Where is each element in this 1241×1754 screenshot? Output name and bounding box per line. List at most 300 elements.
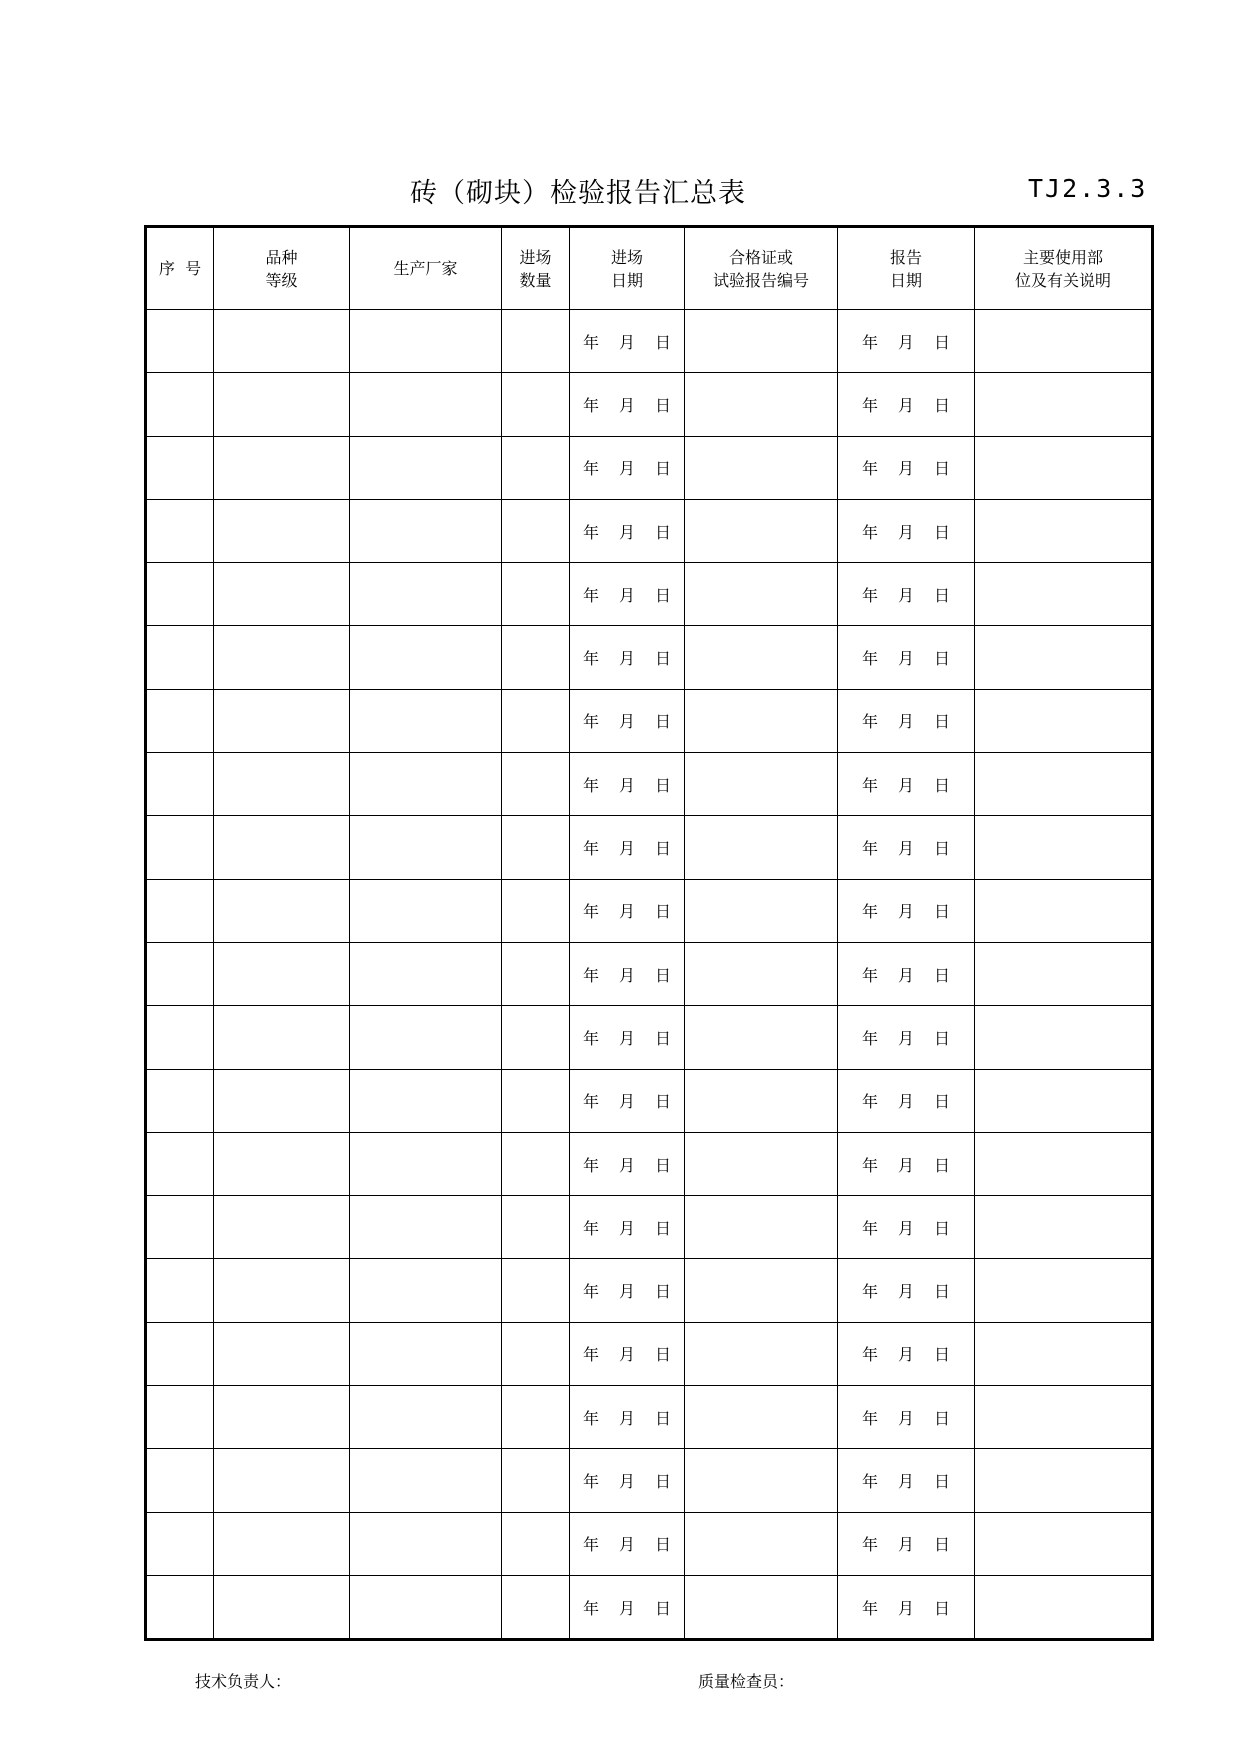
table-row [146,1069,1153,1132]
table-row [146,563,1153,626]
usage-cell[interactable] [975,1449,1153,1512]
column-header-entry_date [570,227,685,310]
cert-no-cell[interactable] [685,373,838,436]
usage-cell[interactable] [975,1512,1153,1575]
entry-date-cell[interactable] [570,1449,685,1512]
date-year-label: 年 [582,1282,599,1302]
date-year-label: 年 [861,459,878,479]
manufacturer-cell[interactable] [350,1575,502,1639]
table-row [146,1512,1153,1575]
date-month-label: 月 [897,902,914,922]
date-month-label: 月 [618,395,635,415]
entry-date-cell[interactable] [570,1322,685,1385]
entry-date-cell[interactable] [570,436,685,499]
table-row [146,1196,1153,1259]
column-header-line: 报告 [889,247,922,267]
report-date-cell[interactable] [838,1449,975,1512]
date-month-label: 月 [618,1218,635,1238]
report-date-cell[interactable] [838,1132,975,1195]
report-date-cell[interactable] [838,753,975,816]
entry-date-cell[interactable] [570,1575,685,1639]
usage-cell[interactable] [975,499,1153,562]
manufacturer-cell[interactable] [350,563,502,626]
variety-cell[interactable] [214,626,350,689]
date-year-label: 年 [861,585,878,605]
column-header-line: 等级 [265,270,298,290]
date-year-label: 年 [582,1345,599,1365]
date-month-label: 月 [618,459,635,479]
date-year-label: 年 [582,332,599,352]
usage-cell[interactable] [975,1069,1153,1132]
entry-date-cell[interactable] [570,499,685,562]
entry-date-cell[interactable] [570,626,685,689]
usage-cell[interactable] [975,1006,1153,1069]
report-date-cell[interactable] [838,689,975,752]
report-date-cell[interactable] [838,373,975,436]
report-date-cell[interactable] [838,1006,975,1069]
manufacturer-cell[interactable] [350,626,502,689]
table-row [146,1259,1153,1322]
date-day-label: 日 [934,712,951,732]
column-header-usage [975,227,1153,310]
table-row [146,436,1153,499]
manufacturer-cell[interactable] [350,373,502,436]
variety-cell[interactable] [214,753,350,816]
date-year-label: 年 [582,395,599,415]
seq-cell[interactable] [146,1259,214,1322]
cert-no-cell[interactable] [685,1259,838,1322]
entry-qty-cell[interactable] [502,373,570,436]
date-year-label: 年 [582,839,599,859]
variety-cell[interactable] [214,563,350,626]
date-month-label: 月 [618,1345,635,1365]
seq-cell[interactable] [146,373,214,436]
cert-no-cell[interactable] [685,626,838,689]
date-month-label: 月 [618,1598,635,1618]
entry-qty-cell[interactable] [502,1006,570,1069]
date-day-label: 日 [934,965,951,985]
entry-date-cell[interactable] [570,689,685,752]
variety-cell[interactable] [214,1196,350,1259]
date-day-label: 日 [655,1471,672,1491]
usage-cell[interactable] [975,1196,1153,1259]
variety-cell[interactable] [214,816,350,879]
manufacturer-cell[interactable] [350,310,502,373]
seq-cell[interactable] [146,689,214,752]
entry-qty-cell[interactable] [502,753,570,816]
entry-qty-cell[interactable] [502,436,570,499]
entry-qty-cell[interactable] [502,816,570,879]
date-year-label: 年 [861,1345,878,1365]
usage-cell[interactable] [975,753,1153,816]
entry-qty-cell[interactable] [502,879,570,942]
variety-cell[interactable] [214,1322,350,1385]
entry-qty-cell[interactable] [502,1132,570,1195]
date-year-label: 年 [582,1028,599,1048]
report-date-cell[interactable] [838,563,975,626]
usage-cell[interactable] [975,373,1153,436]
date-year-label: 年 [582,1218,599,1238]
date-month-label: 月 [897,332,914,352]
table-body [146,310,1153,1640]
report-date-cell[interactable] [838,942,975,1005]
entry-date-cell[interactable] [570,1196,685,1259]
date-month-label: 月 [897,1471,914,1491]
report-date-cell[interactable] [838,816,975,879]
cert-no-cell[interactable] [685,563,838,626]
variety-cell[interactable] [214,879,350,942]
date-day-label: 日 [655,712,672,732]
seq-cell[interactable] [146,310,214,373]
seq-cell[interactable] [146,499,214,562]
manufacturer-cell[interactable] [350,879,502,942]
date-month-label: 月 [618,1028,635,1048]
report-date-cell[interactable] [838,1322,975,1385]
date-month-label: 月 [897,1155,914,1175]
date-year-label: 年 [861,1408,878,1428]
table-row [146,879,1153,942]
manufacturer-cell[interactable] [350,753,502,816]
seq-cell[interactable] [146,1386,214,1449]
date-year-label: 年 [582,522,599,542]
date-day-label: 日 [655,1282,672,1302]
date-day-label: 日 [655,1598,672,1618]
date-year-label: 年 [582,585,599,605]
variety-cell[interactable] [214,1069,350,1132]
report-date-cell[interactable] [838,626,975,689]
usage-cell[interactable] [975,1132,1153,1195]
date-day-label: 日 [655,839,672,859]
entry-date-cell[interactable] [570,1132,685,1195]
cert-no-cell[interactable] [685,1449,838,1512]
entry-date-cell[interactable] [570,816,685,879]
date-day-label: 日 [934,1535,951,1555]
date-month-label: 月 [897,1408,914,1428]
date-month-label: 月 [897,839,914,859]
tech-lead-signature-label: 技术负责人： [195,1672,292,1691]
usage-cell[interactable] [975,563,1153,626]
usage-cell[interactable] [975,436,1153,499]
date-month-label: 月 [618,585,635,605]
usage-cell[interactable] [975,1386,1153,1449]
usage-cell[interactable] [975,879,1153,942]
date-year-label: 年 [582,965,599,985]
seq-cell[interactable] [146,1196,214,1259]
date-year-label: 年 [582,459,599,479]
date-day-label: 日 [934,585,951,605]
entry-qty-cell[interactable] [502,626,570,689]
variety-cell[interactable] [214,1006,350,1069]
document-title: 砖（砌块）检验报告汇总表 [410,178,746,209]
table-row [146,626,1153,689]
manufacturer-cell[interactable] [350,1196,502,1259]
table-row [146,1449,1153,1512]
manufacturer-cell[interactable] [350,1322,502,1385]
cert-no-cell[interactable] [685,1386,838,1449]
qc-inspector-signature-label: 质量检查员： [698,1672,795,1691]
date-year-label: 年 [582,1408,599,1428]
date-year-label: 年 [861,395,878,415]
date-day-label: 日 [655,1028,672,1048]
variety-cell[interactable] [214,1386,350,1449]
date-year-label: 年 [861,522,878,542]
manufacturer-cell[interactable] [350,436,502,499]
date-day-label: 日 [934,395,951,415]
usage-cell[interactable] [975,1322,1153,1385]
column-header-line: 日期 [610,270,643,290]
variety-cell[interactable] [214,1449,350,1512]
entry-qty-cell[interactable] [502,1196,570,1259]
date-year-label: 年 [582,712,599,732]
cert-no-cell[interactable] [685,816,838,879]
column-header-manufacturer [350,227,502,310]
date-month-label: 月 [618,1408,635,1428]
cert-no-cell[interactable] [685,436,838,499]
entry-date-cell[interactable] [570,1259,685,1322]
date-month-label: 月 [618,839,635,859]
usage-cell[interactable] [975,1259,1153,1322]
cert-no-cell[interactable] [685,1132,838,1195]
entry-qty-cell[interactable] [502,310,570,373]
table-row [146,1386,1153,1449]
cert-no-cell[interactable] [685,1006,838,1069]
date-day-label: 日 [655,775,672,795]
date-year-label: 年 [582,902,599,922]
entry-date-cell[interactable] [570,1069,685,1132]
cert-no-cell[interactable] [685,753,838,816]
seq-cell[interactable] [146,816,214,879]
cert-no-cell[interactable] [685,879,838,942]
date-month-label: 月 [618,649,635,669]
variety-cell[interactable] [214,1512,350,1575]
manufacturer-cell[interactable] [350,1069,502,1132]
date-month-label: 月 [618,775,635,795]
usage-cell[interactable] [975,310,1153,373]
report-date-cell[interactable] [838,436,975,499]
report-date-cell[interactable] [838,1069,975,1132]
entry-date-cell[interactable] [570,563,685,626]
date-month-label: 月 [897,459,914,479]
date-year-label: 年 [861,649,878,669]
report-date-cell[interactable] [838,879,975,942]
seq-cell[interactable] [146,1006,214,1069]
variety-cell[interactable] [214,310,350,373]
date-day-label: 日 [655,1345,672,1365]
entry-date-cell[interactable] [570,1386,685,1449]
entry-qty-cell[interactable] [502,563,570,626]
date-month-label: 月 [618,1471,635,1491]
seq-cell[interactable] [146,753,214,816]
cert-no-cell[interactable] [685,1322,838,1385]
table-row [146,1575,1153,1639]
manufacturer-cell[interactable] [350,689,502,752]
table-row [146,689,1153,752]
entry-qty-cell[interactable] [502,499,570,562]
variety-cell[interactable] [214,1259,350,1322]
usage-cell[interactable] [975,942,1153,1005]
seq-cell[interactable] [146,1132,214,1195]
cert-no-cell[interactable] [685,1069,838,1132]
date-day-label: 日 [934,1092,951,1112]
date-day-label: 日 [934,1598,951,1618]
variety-cell[interactable] [214,436,350,499]
date-month-label: 月 [897,775,914,795]
date-month-label: 月 [897,1535,914,1555]
date-day-label: 日 [655,902,672,922]
table-row [146,1132,1153,1195]
variety-cell[interactable] [214,1575,350,1639]
usage-cell[interactable] [975,1575,1153,1639]
usage-cell[interactable] [975,626,1153,689]
entry-date-cell[interactable] [570,753,685,816]
date-month-label: 月 [897,395,914,415]
table-row [146,1322,1153,1385]
entry-qty-cell[interactable] [502,942,570,1005]
seq-cell[interactable] [146,436,214,499]
date-day-label: 日 [655,1218,672,1238]
manufacturer-cell[interactable] [350,1512,502,1575]
cert-no-cell[interactable] [685,689,838,752]
date-year-label: 年 [582,1092,599,1112]
entry-qty-cell[interactable] [502,1449,570,1512]
entry-qty-cell[interactable] [502,1259,570,1322]
manufacturer-cell[interactable] [350,1132,502,1195]
report-date-cell[interactable] [838,1386,975,1449]
date-year-label: 年 [861,1471,878,1491]
entry-date-cell[interactable] [570,1512,685,1575]
date-month-label: 月 [618,712,635,732]
date-year-label: 年 [861,1282,878,1302]
column-header-seq [146,227,214,310]
report-date-cell[interactable] [838,1259,975,1322]
date-year-label: 年 [861,1028,878,1048]
entry-qty-cell[interactable] [502,1069,570,1132]
entry-date-cell[interactable] [570,942,685,1005]
column-header-line: 品种 [265,247,298,267]
column-header-line: 进场 [519,247,552,267]
date-year-label: 年 [861,775,878,795]
date-year-label: 年 [582,649,599,669]
date-day-label: 日 [655,649,672,669]
date-day-label: 日 [934,649,951,669]
seq-cell[interactable] [146,1449,214,1512]
report-date-cell[interactable] [838,310,975,373]
variety-cell[interactable] [214,689,350,752]
date-month-label: 月 [897,712,914,732]
date-year-label: 年 [861,839,878,859]
date-day-label: 日 [934,1471,951,1491]
date-year-label: 年 [861,1155,878,1175]
column-header-line: 主要使用部 [1022,247,1103,267]
seq-cell[interactable] [146,942,214,1005]
variety-cell[interactable] [214,1132,350,1195]
manufacturer-cell[interactable] [350,816,502,879]
date-day-label: 日 [934,522,951,542]
variety-cell[interactable] [214,373,350,436]
date-day-label: 日 [934,839,951,859]
cert-no-cell[interactable] [685,1196,838,1259]
date-year-label: 年 [861,332,878,352]
entry-qty-cell[interactable] [502,1512,570,1575]
report-date-cell[interactable] [838,1575,975,1639]
seq-cell[interactable] [146,879,214,942]
seq-cell[interactable] [146,563,214,626]
date-year-label: 年 [861,1535,878,1555]
manufacturer-cell[interactable] [350,1259,502,1322]
cert-no-cell[interactable] [685,310,838,373]
manufacturer-cell[interactable] [350,1449,502,1512]
entry-date-cell[interactable] [570,310,685,373]
variety-cell[interactable] [214,499,350,562]
usage-cell[interactable] [975,816,1153,879]
date-year-label: 年 [861,712,878,732]
manufacturer-cell[interactable] [350,1006,502,1069]
date-year-label: 年 [861,965,878,985]
date-day-label: 日 [934,1282,951,1302]
entry-qty-cell[interactable] [502,1322,570,1385]
date-day-label: 日 [934,1218,951,1238]
date-month-label: 月 [618,1535,635,1555]
column-header-line: 合格证或 [728,247,793,267]
entry-date-cell[interactable] [570,373,685,436]
document-code: TJ2.3.3 [1028,174,1148,203]
report-date-cell[interactable] [838,1512,975,1575]
date-year-label: 年 [582,1598,599,1618]
column-header-line: 生产厂家 [393,259,458,278]
column-header-entry_qty [502,227,570,310]
cert-no-cell[interactable] [685,499,838,562]
date-month-label: 月 [897,1092,914,1112]
manufacturer-cell[interactable] [350,499,502,562]
column-header-line: 试验报告编号 [712,270,809,290]
date-day-label: 日 [655,965,672,985]
report-date-cell[interactable] [838,499,975,562]
seq-cell[interactable] [146,1512,214,1575]
seq-cell[interactable] [146,1322,214,1385]
column-header-line: 数量 [519,270,552,290]
inspection-summary-table [144,225,1154,1641]
seq-cell[interactable] [146,1575,214,1639]
column-header-line: 进场 [610,247,643,267]
date-month-label: 月 [897,1345,914,1365]
cert-no-cell[interactable] [685,1512,838,1575]
date-day-label: 日 [655,395,672,415]
seq-cell[interactable] [146,1069,214,1132]
date-month-label: 月 [897,1218,914,1238]
cert-no-cell[interactable] [685,1575,838,1639]
cert-no-cell[interactable] [685,942,838,1005]
manufacturer-cell[interactable] [350,1386,502,1449]
entry-date-cell[interactable] [570,1006,685,1069]
date-month-label: 月 [897,1282,914,1302]
entry-date-cell[interactable] [570,879,685,942]
variety-cell[interactable] [214,942,350,1005]
report-date-cell[interactable] [838,1196,975,1259]
column-header-line: 位及有关说明 [1014,270,1111,290]
manufacturer-cell[interactable] [350,942,502,1005]
column-header-variety [214,227,350,310]
table-row [146,942,1153,1005]
table-row [146,1006,1153,1069]
seq-cell[interactable] [146,626,214,689]
usage-cell[interactable] [975,689,1153,752]
table-row [146,499,1153,562]
entry-qty-cell[interactable] [502,1386,570,1449]
date-year-label: 年 [861,902,878,922]
entry-qty-cell[interactable] [502,1575,570,1639]
entry-qty-cell[interactable] [502,689,570,752]
date-day-label: 日 [934,1028,951,1048]
